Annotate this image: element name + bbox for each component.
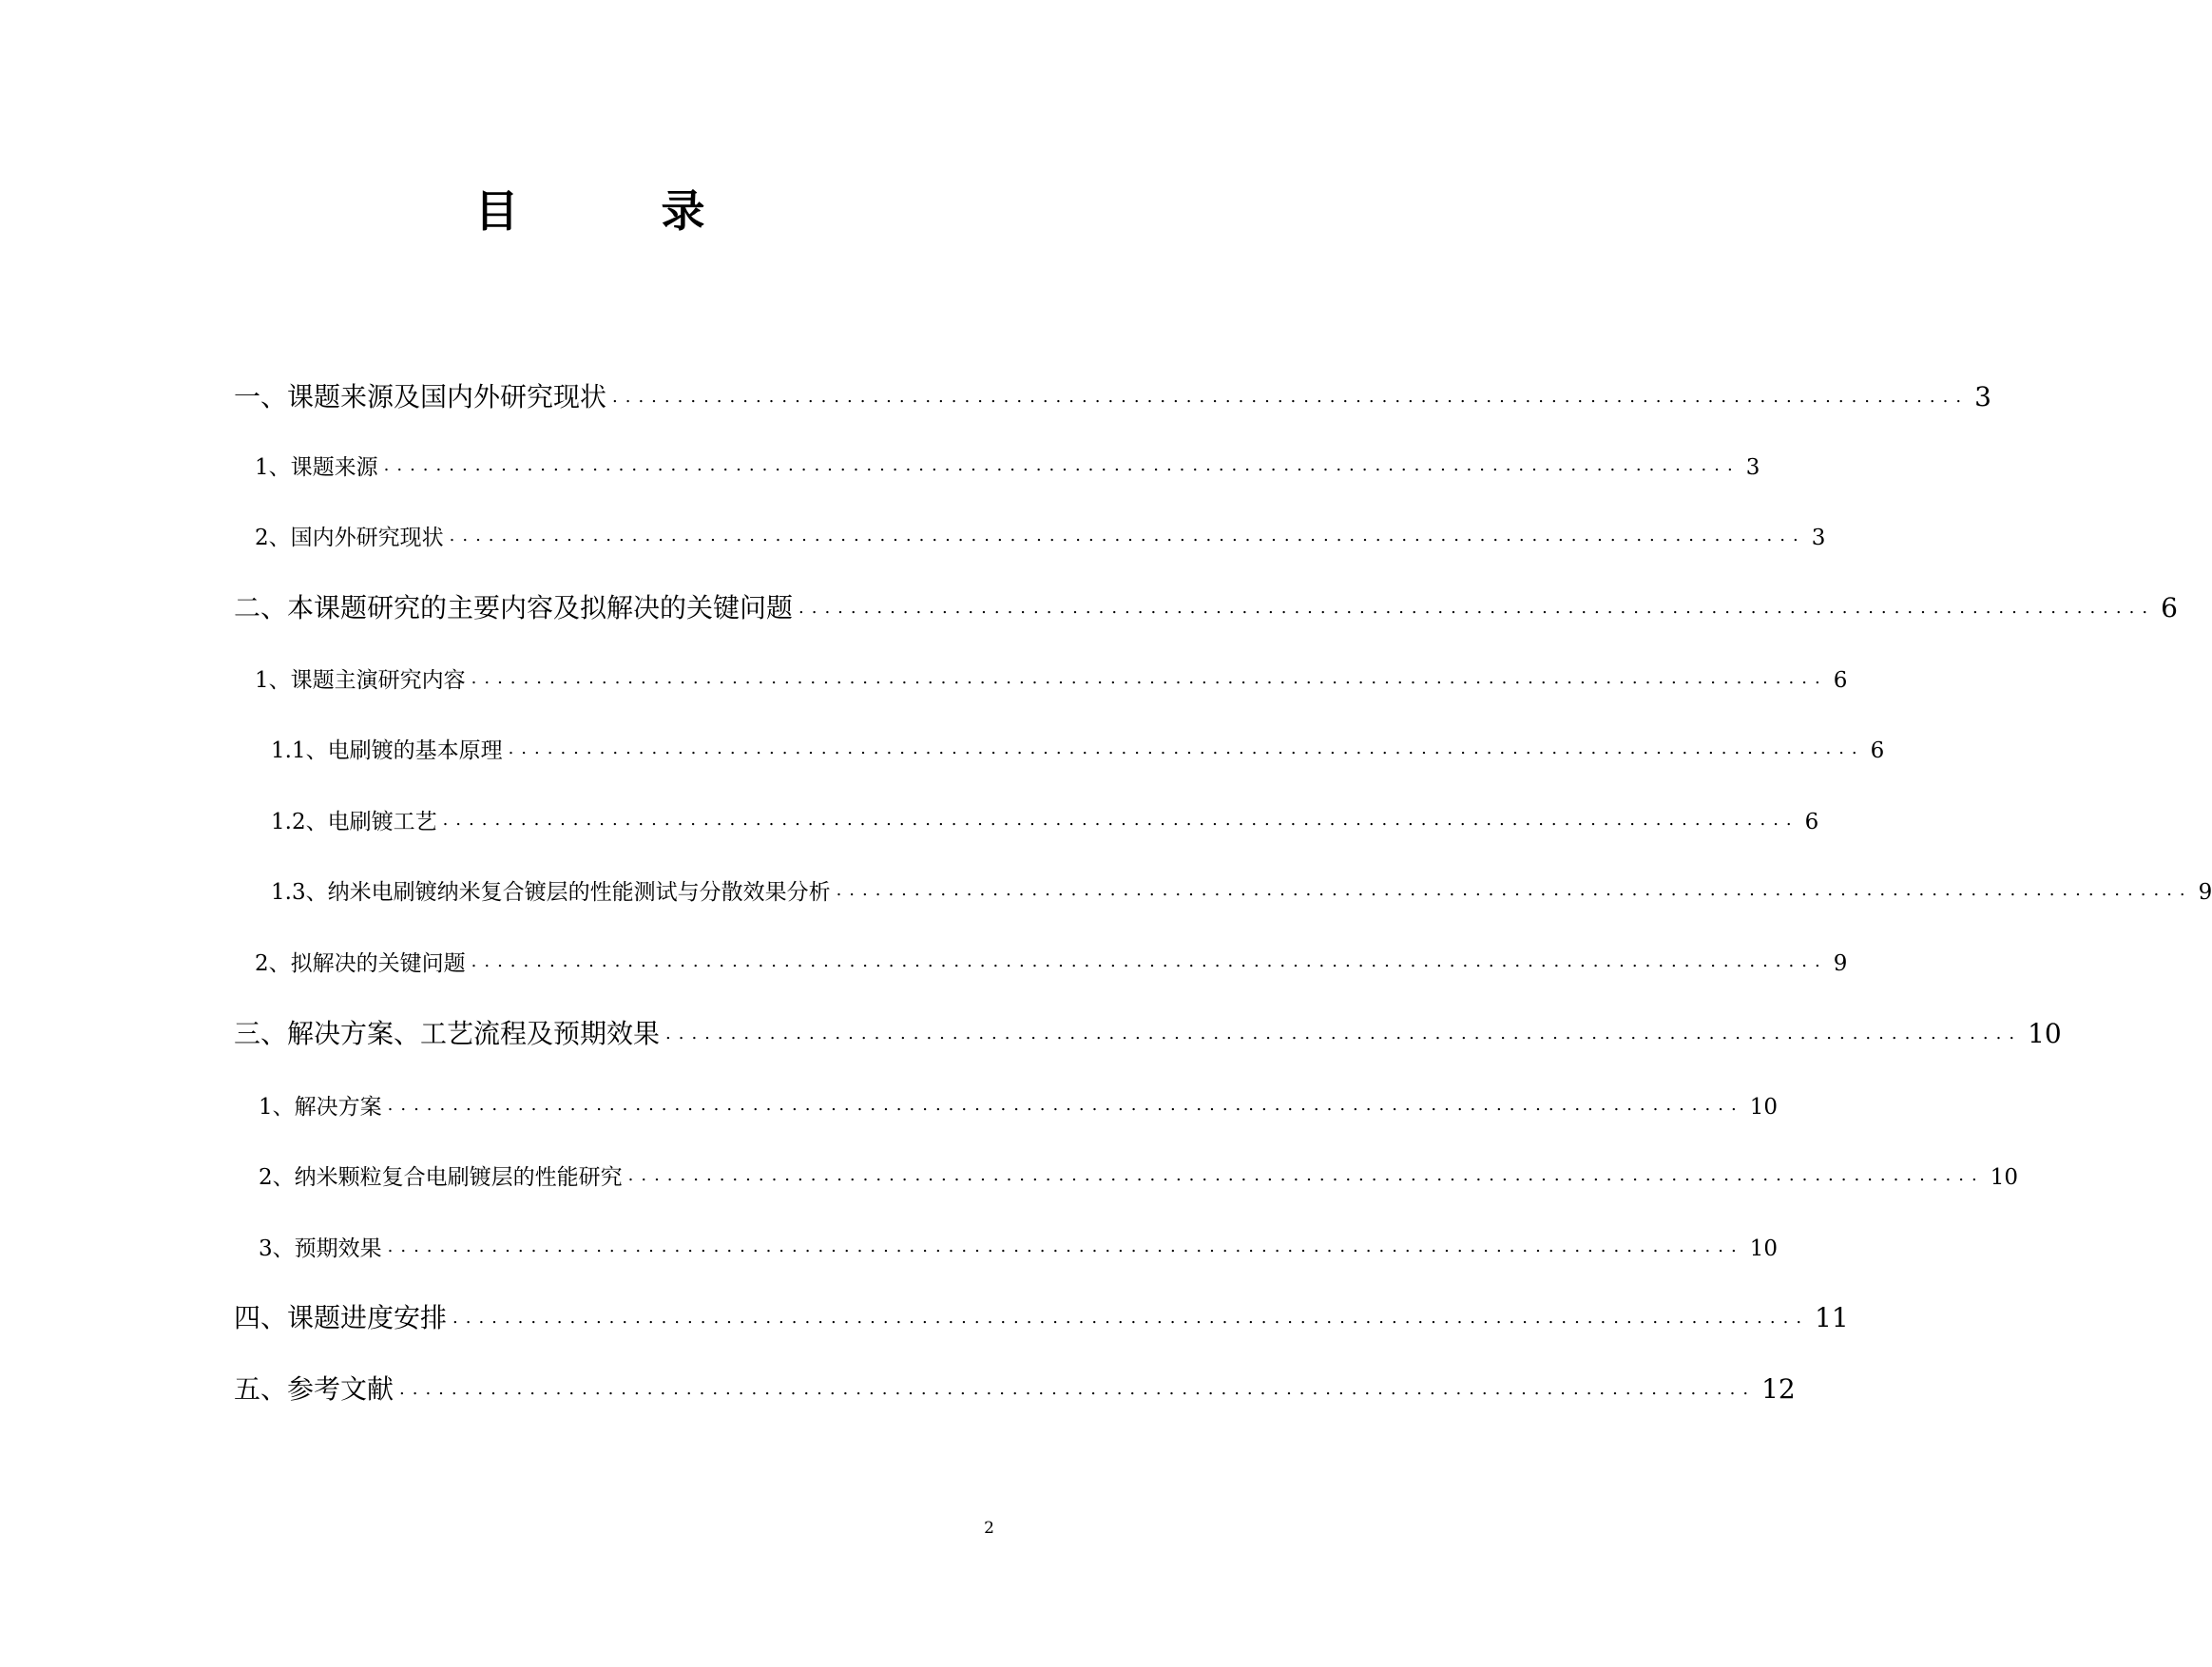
toc-entry-label: 二、本课题研究的主要内容及拟解决的关键问题 (234, 592, 794, 623)
toc-entry-label: 2、纳米颗粒复合电刷镀层的性能研究 (259, 1165, 623, 1190)
toc-entry-3-1[interactable] (259, 1083, 1778, 1124)
toc-title (0, 182, 1180, 240)
toc-entry-3-2[interactable] (259, 1153, 2018, 1195)
toc-entry-2-1-2[interactable] (271, 797, 1819, 839)
toc-entry-page: 10 (2028, 1018, 2062, 1049)
toc-entry-label: 1.3、纳米电刷镀纳米复合镀层的性能测试与分散效果分析 (271, 880, 831, 905)
toc-entry-section-4[interactable] (234, 1295, 1849, 1337)
toc-entry-page: 3 (1974, 381, 1991, 412)
dot-leader: ........................................................................................................ (798, 598, 2156, 618)
toc-entry-label: 1.2、电刷镀工艺 (271, 810, 437, 834)
toc-entry-label: 1、课题来源 (255, 455, 378, 480)
dot-leader: ........................................................................................................ (452, 1308, 1810, 1328)
toc-entry-1-2[interactable] (255, 513, 1826, 555)
toc-entry-label: 三、解决方案、工艺流程及预期效果 (234, 1018, 661, 1049)
dot-leader: ........................................................................................................ (612, 387, 1970, 407)
dot-leader: ........................................................................................................ (471, 951, 1828, 971)
toc-entry-label: 五、参考文献 (234, 1373, 394, 1405)
toc-entry-2-1[interactable] (255, 656, 1848, 698)
dot-leader: ........................................................................................................ (471, 668, 1828, 688)
toc-entry-label: 1、课题主演研究内容 (255, 668, 466, 693)
toc-entry-section-3[interactable] (234, 1011, 2062, 1053)
toc-title-char-1: 目 (474, 185, 519, 237)
toc-title-char-2: 录 (661, 185, 705, 237)
toc-entry-section-5[interactable] (234, 1367, 1796, 1408)
toc-entry-1-1[interactable] (255, 443, 1760, 485)
dot-leader: ........................................................................................................ (383, 455, 1741, 475)
toc-entry-3-3[interactable] (259, 1224, 1778, 1266)
toc-entry-page: 6 (1870, 738, 1885, 763)
toc-entry-page: 3 (1811, 526, 1826, 550)
toc-entry-2-1-3[interactable] (271, 868, 2212, 910)
toc-entry-page: 3 (1745, 455, 1760, 480)
dot-leader: ........................................................................................................ (836, 880, 2193, 900)
toc-entry-page: 6 (1804, 810, 1819, 834)
toc-entry-page: 6 (1833, 668, 1848, 693)
dot-leader: ........................................................................................................ (665, 1024, 2023, 1044)
toc-entry-label: 1、解决方案 (259, 1095, 382, 1120)
toc-entry-label: 1.1、电刷镀的基本原理 (271, 738, 503, 763)
dot-leader: ........................................................................................................ (387, 1095, 1744, 1115)
dot-leader: ........................................................................................................ (627, 1165, 1985, 1185)
toc-entry-page: 10 (1749, 1095, 1778, 1120)
toc-entry-page: 11 (1815, 1302, 1849, 1333)
toc-entry-2-2[interactable] (255, 939, 1848, 981)
dot-leader: ........................................................................................................ (442, 810, 1799, 830)
dot-leader: ........................................................................................................ (508, 738, 1865, 758)
toc-entry-label: 2、国内外研究现状 (255, 526, 444, 550)
toc-entry-label: 3、预期效果 (259, 1236, 382, 1261)
toc-entry-label: 一、课题来源及国内外研究现状 (234, 381, 607, 412)
toc-entry-section-2[interactable] (234, 585, 2178, 627)
toc-entry-label: 2、拟解决的关键问题 (255, 951, 466, 976)
toc-entry-page: 6 (2161, 592, 2178, 623)
toc-entry-label: 四、课题进度安排 (234, 1302, 448, 1333)
toc-entry-page: 9 (1833, 951, 1848, 976)
toc-entry-page: 10 (1990, 1165, 2018, 1190)
toc-entry-section-1[interactable] (234, 374, 1991, 416)
dot-leader: ........................................................................................................ (387, 1236, 1744, 1256)
page-number: 2 (984, 1519, 994, 1538)
toc-entry-page: 9 (2198, 880, 2212, 905)
toc-entry-page: 12 (1761, 1373, 1796, 1405)
dot-leader: ........................................................................................................ (449, 526, 1806, 546)
toc-entry-page: 10 (1749, 1236, 1778, 1261)
toc-entry-2-1-1[interactable] (271, 726, 1885, 768)
dot-leader: ........................................................................................................ (399, 1379, 1757, 1399)
